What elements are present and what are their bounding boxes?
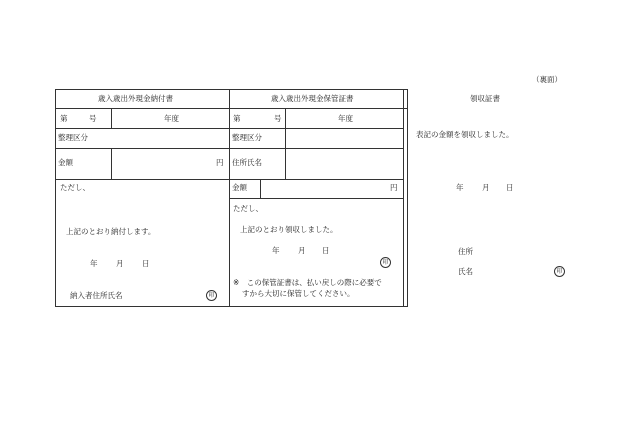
col1-seiri-label: 整理区分 [58,133,88,142]
col2-address-divider [285,148,286,179]
col2-row-line-1 [229,128,404,129]
col1-row-line-3 [55,179,230,180]
col2-header: 歳入歳出外現金保管証書 [271,94,354,103]
col2-dai-label: 第 [233,114,241,123]
col1-header: 歳入歳出外現金納付書 [98,94,173,103]
col1-nendo-label: 年度 [164,114,179,123]
col2-statement: 上記のとおり領収しました。 [240,225,338,234]
col3-day-label: 日 [506,183,514,192]
col2-note-line-2: すから大切に保管してください。 [242,289,355,298]
col2-row-line-2 [229,148,404,149]
col2-yen-label: 円 [390,183,398,192]
col1-number-divider [111,108,112,128]
page-side-label: （裏面） [532,75,562,84]
col2-month-label: 月 [298,246,306,255]
col2-seal-mark: 印 [380,257,391,268]
col3-statement: 表記の金額を領収しました。 [416,130,514,139]
header-divider [55,108,407,109]
col1-month-label: 月 [116,259,124,268]
col1-day-label: 日 [142,259,150,268]
col2-row-line-4 [229,198,404,199]
col1-go-label: 号 [89,114,97,123]
col2-address-name-label: 住所氏名 [232,158,262,167]
col2-nendo-label: 年度 [338,114,353,123]
col2-row-line-3 [229,179,404,180]
col1-payer-label: 納入者住所氏名 [70,291,123,300]
col1-amount-divider [111,148,112,179]
col1-year-label: 年 [90,259,98,268]
col2-note-line-1: ※ この保管証書は、払い戻しの際に必要で [233,278,382,287]
col1-yen-label: 円 [216,158,224,167]
col1-statement: 上記のとおり納付します。 [66,227,156,236]
col2-number-divider [285,108,286,148]
form-table [55,89,407,306]
col1-row-line-1 [55,128,230,129]
col1-amount-label: 金額 [58,158,73,167]
col3-header: 領収証書 [470,94,500,103]
col1-dai-label: 第 [60,114,68,123]
col2-tadashi-label: ただし、 [233,204,263,213]
col2-year-label: 年 [272,246,280,255]
col1-tadashi-label: ただし、 [60,183,90,192]
col3-seal-mark: 印 [554,266,565,277]
col3-name-label: 氏名 [458,267,473,276]
col2-seiri-label: 整理区分 [232,133,262,142]
col1-seal-mark: 印 [206,290,217,301]
col3-year-label: 年 [456,183,464,192]
col1-row-line-2 [55,148,230,149]
col3-month-label: 月 [482,183,490,192]
col2-amount-divider [260,179,261,198]
col3-address-label: 住所 [458,247,473,256]
col2-amount-label: 金額 [232,183,247,192]
col2-day-label: 日 [322,246,330,255]
col2-go-label: 号 [274,114,282,123]
